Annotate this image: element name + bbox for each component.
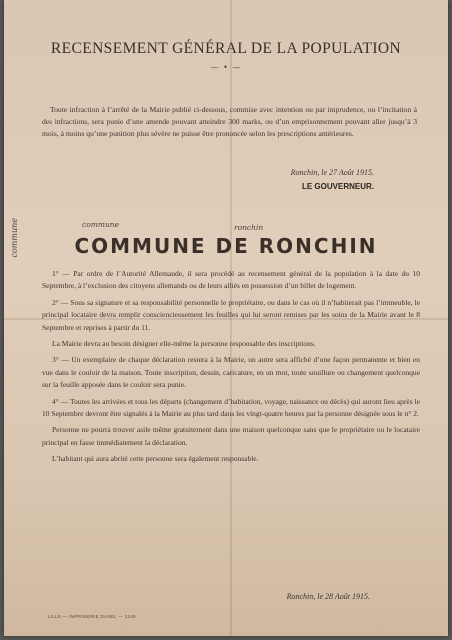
body-paragraphs [42, 268, 420, 470]
article-4: 4° — Toutes les arrivées et tous les départs (changement d’habitation, voyage, naissance ou décès) qui auront lieu après le 10 Septembre devront être signalés à la Mairie au plus tard dans les vingt-quatre heures par la personne désignée sous le n° 2. [42, 396, 420, 419]
document-title: RECENSEMENT GÉNÉRAL DE LA POPULATION [50, 40, 402, 57]
date-bottom: Ronchin, le 28 Août 1915. [286, 592, 370, 601]
date-top: Ronchin, le 27 Août 1915. [290, 168, 374, 177]
poster-sheet [4, 0, 448, 636]
commune-heading: COMMUNE DE RONCHIN [74, 234, 378, 258]
article-3: 3° — Un exemplaire de chaque déclaration restera à la Mairie, un autre sera affiché d’une façon permanente et bien en vue dans le couloir de la maison. Toute inscription, dessin, caricature, en un mot, toute souillure ou changement quelconque sur la feuille apposée dans le couloir sera punie. [42, 355, 420, 390]
responsibility-note: L’habitant qui aura abrité cette personne sera également responsable. [52, 454, 259, 464]
handwritten-annotation-right: ronchin [234, 223, 264, 232]
notice-paragraph: Toute infraction à l’arrêté de la Mairie publié ci-dessous, commise avec intention ou par imprudence, ou l’incitation à des infractions, sera punie d’une amende pouvant atteindre 300 marks, ou d’un emprisonnement pouvant aller jusqu’à 3 mois, à moins qu’une punition plus sévère ne puisse être prononcée selon les prescriptions antérieures. [42, 105, 417, 138]
handwritten-annotation-side: commune [10, 218, 19, 258]
handwritten-annotation-left: commune [82, 220, 120, 229]
article-1: 1° — Par ordre de l’Autorité Allemande, il sera procédé au recensement général de la population à la date du 10 Septembre, à l’exclusion des citoyens allemands ou de leurs alliés en possession d’un billet de logement. [42, 269, 420, 291]
article-2: 2° — Sous sa signature et sa responsabilité personnelle le propriétaire, ou dans le cas où il n’habiterait pas l’immeuble, le principal locataire devra remplir consciencieusement les feuilles qui lui seront remises par les soins de la Mairie avant le 8 Septembre et reprises à partir du 11. [42, 297, 420, 332]
mairie-note: La Mairie devra au besoin désigner elle-même la personne responsable des inscriptions. [52, 339, 316, 349]
printer-line: LILLE — IMPRIMERIE DANEL — 2149 [48, 614, 136, 619]
governor-signature: LE GOUVERNEUR. [301, 182, 374, 191]
asylum-note: Personne ne pourra trouver asile même gratuitement dans une maison quelconque sans que le propriétaire ou le locataire principal en fasse immédiatement la déclaration. [42, 425, 420, 447]
ornament-divider: — • — [210, 63, 242, 72]
